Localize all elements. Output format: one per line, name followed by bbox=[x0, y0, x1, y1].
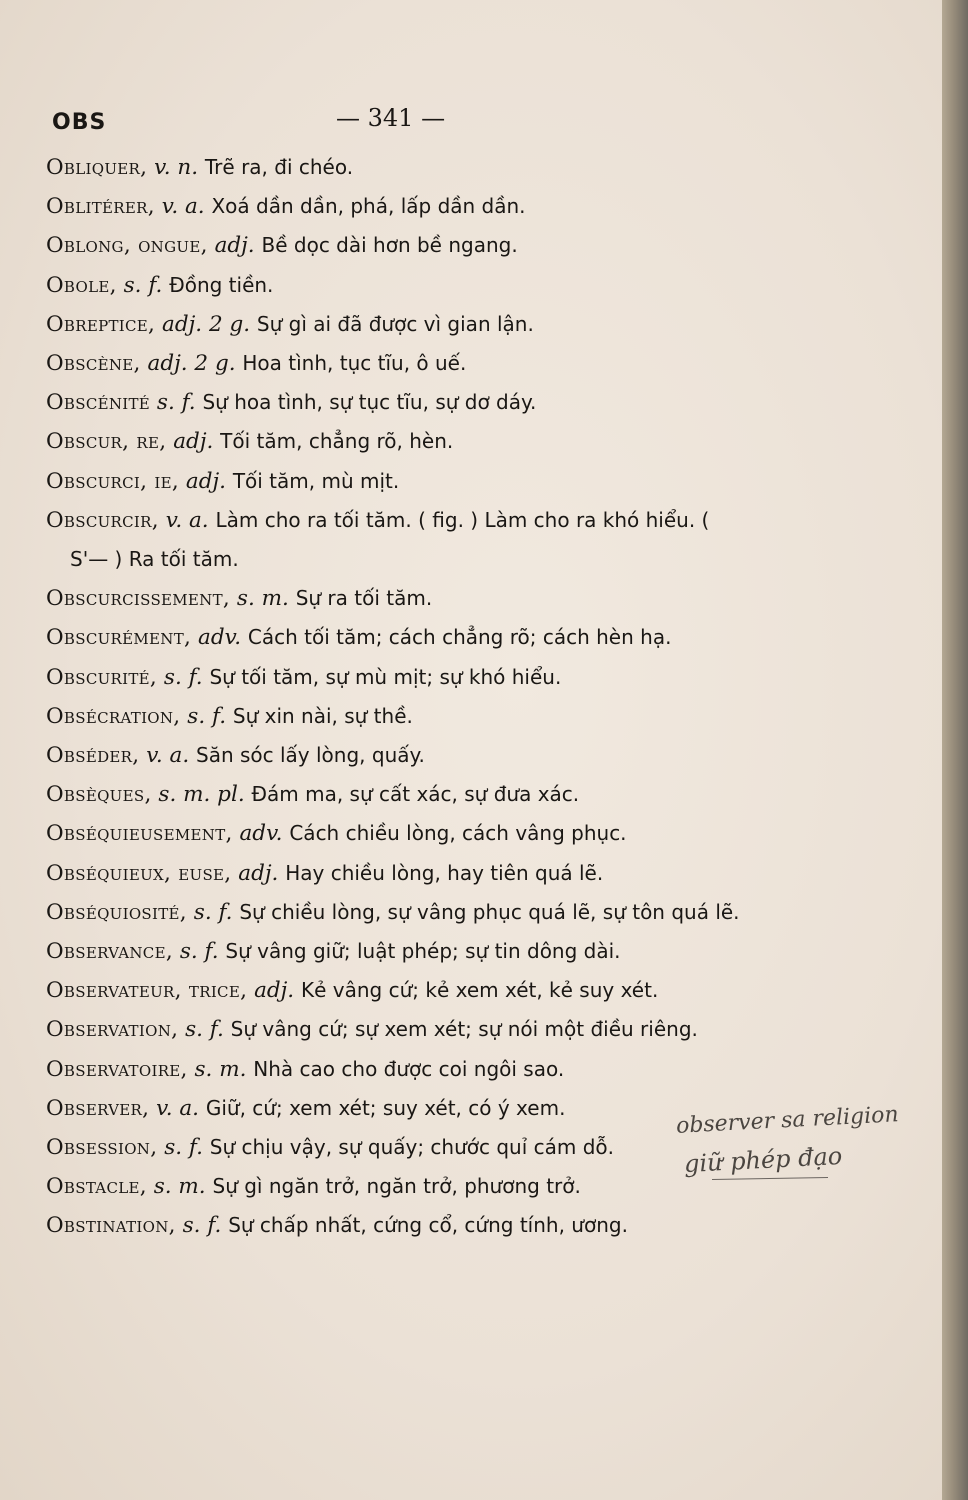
page-header bbox=[52, 102, 742, 138]
running-head: OBS bbox=[52, 110, 107, 135]
headword: Obséder, bbox=[46, 743, 140, 769]
definition: Sự chịu vậy, sự quấy; chước quỉ cám dỗ. bbox=[209, 1135, 615, 1160]
definition: Giữ, cứ; xem xét; suy xét, có ý xem. bbox=[205, 1095, 566, 1120]
headword: Obséquieusement, bbox=[46, 821, 233, 847]
headword: Oblitérer, bbox=[46, 194, 155, 220]
definition: Sự ra tối tăm. bbox=[295, 586, 433, 611]
dictionary-entry bbox=[46, 1167, 750, 1206]
dictionary-entry bbox=[46, 1128, 750, 1167]
definition: Sự gì ngăn trở, ngăn trở, phương trở. bbox=[212, 1174, 581, 1199]
grammar-label: adj. 2 g. bbox=[147, 351, 236, 377]
grammar-label: s. m. bbox=[194, 1056, 247, 1082]
grammar-label: s. f. bbox=[163, 664, 203, 690]
definition: Sự chiều lòng, sự vâng phục quá lẽ, sự tôn quá lẽ. bbox=[239, 899, 740, 924]
headword: Obscurité, bbox=[46, 664, 158, 690]
grammar-label: s. f. bbox=[164, 1135, 203, 1161]
grammar-label: v. a. bbox=[156, 1095, 200, 1121]
grammar-label: s. m. bbox=[236, 586, 289, 612]
headword: Obsèques, bbox=[46, 782, 152, 808]
definition: Xoá dần dần, phá, lấp dần dần. bbox=[211, 194, 526, 219]
definition: Đám ma, sự cất xác, sự đưa xác. bbox=[251, 782, 580, 807]
dictionary-entry bbox=[46, 775, 750, 814]
dictionary-entry bbox=[46, 187, 750, 226]
headword: Obscène, bbox=[46, 351, 141, 377]
headword: Observatoire, bbox=[46, 1056, 188, 1082]
dictionary-entry bbox=[46, 618, 750, 657]
headword: Obstination, bbox=[46, 1213, 176, 1239]
grammar-label: s. f. bbox=[123, 272, 163, 298]
definition: Sự chấp nhất, cứng cổ, cứng tính, ương. bbox=[228, 1213, 628, 1238]
dictionary-entry bbox=[46, 1206, 750, 1245]
grammar-label: v. a. bbox=[146, 743, 190, 769]
headword: Obsécration, bbox=[46, 703, 181, 729]
grammar-label: s. f. bbox=[156, 390, 196, 416]
handwritten-note: observer sa religion bbox=[675, 1102, 900, 1139]
grammar-label: adj. bbox=[185, 468, 226, 494]
definition: Sự gì ai đã được vì gian lận. bbox=[256, 311, 534, 336]
dictionary-entry bbox=[46, 736, 750, 775]
dictionary-entry bbox=[46, 501, 750, 579]
definition: Hoa tình, tục tĩu, ô uế. bbox=[242, 351, 467, 376]
dictionary-entry bbox=[46, 579, 750, 618]
headword: Obscurci, ie, bbox=[46, 468, 180, 494]
headword: Obreptice, bbox=[46, 311, 156, 337]
headword: Obstacle, bbox=[46, 1174, 147, 1200]
grammar-label: adj. bbox=[238, 860, 279, 886]
grammar-label: s. f. bbox=[185, 1017, 224, 1043]
headword: Observateur, trice, bbox=[46, 978, 248, 1004]
book-spine-edge bbox=[942, 0, 968, 1500]
dictionary-entry bbox=[46, 697, 750, 736]
dictionary-entry bbox=[46, 854, 750, 893]
dictionary-entry bbox=[46, 344, 750, 383]
dictionary-entry bbox=[46, 422, 750, 461]
grammar-label: s. f. bbox=[182, 1213, 222, 1239]
grammar-label: s. m. pl. bbox=[158, 782, 245, 808]
definition: Đồng tiền. bbox=[169, 272, 274, 297]
dictionary-entry bbox=[46, 1089, 750, 1128]
headword: Obscurément, bbox=[46, 625, 192, 651]
dictionary-entry bbox=[46, 1010, 750, 1049]
definition: Săn sóc lấy lòng, quấy. bbox=[196, 743, 425, 768]
dictionary-entry bbox=[46, 226, 750, 265]
grammar-label: s. f. bbox=[179, 939, 219, 965]
definition: Sự hoa tình, sự tục tĩu, sự dơ dáy. bbox=[202, 390, 537, 415]
headword: Obsession, bbox=[46, 1135, 158, 1161]
grammar-label: s. f. bbox=[187, 703, 227, 729]
page-number: — 341 — bbox=[336, 104, 446, 132]
grammar-label: adj. bbox=[214, 233, 255, 259]
headword: Obliquer, bbox=[46, 155, 148, 180]
headword: Observance, bbox=[46, 939, 173, 965]
dictionary-entry bbox=[46, 462, 750, 501]
headword: Observer, bbox=[46, 1095, 150, 1121]
grammar-label: adj. bbox=[173, 429, 214, 455]
dictionary-entry bbox=[46, 266, 750, 305]
dictionary-entry bbox=[46, 658, 750, 697]
dictionary-entry bbox=[46, 1050, 750, 1089]
headword: Observation, bbox=[46, 1017, 179, 1043]
definition: Sự tối tăm, sự mù mịt; sự khó hiểu. bbox=[209, 664, 562, 689]
headword: Obséquieux, euse, bbox=[46, 860, 232, 886]
definition: Kẻ vâng cứ; kẻ xem xét, kẻ suy xét. bbox=[301, 978, 659, 1003]
definition: Sự xin nài, sự thề. bbox=[232, 703, 413, 728]
grammar-label: v. n. bbox=[154, 155, 199, 180]
grammar-label: adj. 2 g. bbox=[162, 311, 251, 337]
headword: Obscénité bbox=[46, 390, 151, 416]
headword: Obscurcissement, bbox=[46, 586, 231, 612]
definition: Bề dọc dài hơn bề ngang. bbox=[261, 233, 518, 258]
dictionary-entry bbox=[46, 383, 750, 422]
grammar-label: adv. bbox=[198, 625, 242, 651]
dictionary-entry bbox=[46, 148, 750, 187]
dictionary-entry bbox=[46, 893, 750, 932]
dictionary-entries bbox=[46, 148, 750, 1246]
grammar-label: adv. bbox=[239, 821, 283, 847]
headword: Obole, bbox=[46, 272, 117, 298]
definition: Tối tăm, mù mịt. bbox=[232, 468, 400, 493]
definition: Sự vâng cứ; sự xem xét; sự nói một điều riêng. bbox=[230, 1017, 698, 1042]
definition: Cách chiều lòng, cách vâng phục. bbox=[289, 821, 627, 846]
definition: Hay chiều lòng, hay tiên quá lẽ. bbox=[285, 860, 604, 885]
dictionary-entry bbox=[46, 305, 750, 344]
headword: Oblong, ongue, bbox=[46, 233, 208, 259]
definition: Nhà cao cho được coi ngôi sao. bbox=[253, 1056, 565, 1081]
definition: Trẽ ra, đi chéo. bbox=[204, 155, 354, 179]
definition: Cách tối tăm; cách chẳng rõ; cách hèn hạ. bbox=[247, 625, 672, 650]
grammar-label: s. f. bbox=[193, 899, 233, 925]
grammar-label: s. m. bbox=[153, 1174, 206, 1200]
grammar-label: adj. bbox=[254, 978, 295, 1004]
handwritten-note: giữ phép đạo bbox=[683, 1141, 843, 1179]
headword: Obséquiosité, bbox=[46, 899, 187, 925]
dictionary-entry bbox=[46, 814, 750, 853]
grammar-label: v. a. bbox=[161, 194, 205, 220]
definition: Sự vâng giữ; luật phép; sự tin dông dài. bbox=[225, 939, 621, 964]
dictionary-entry bbox=[46, 971, 750, 1010]
definition: Tối tăm, chẳng rõ, hèn. bbox=[220, 429, 454, 454]
headword: Obscurcir, bbox=[46, 507, 159, 533]
definition: Làm cho ra tối tăm. ( fig. ) Làm cho ra khó hiểu. ( S'— ) Ra tối tăm. bbox=[70, 507, 710, 572]
grammar-label: v. a. bbox=[165, 507, 209, 533]
dictionary-entry bbox=[46, 932, 750, 971]
headword: Obscur, re, bbox=[46, 429, 167, 455]
